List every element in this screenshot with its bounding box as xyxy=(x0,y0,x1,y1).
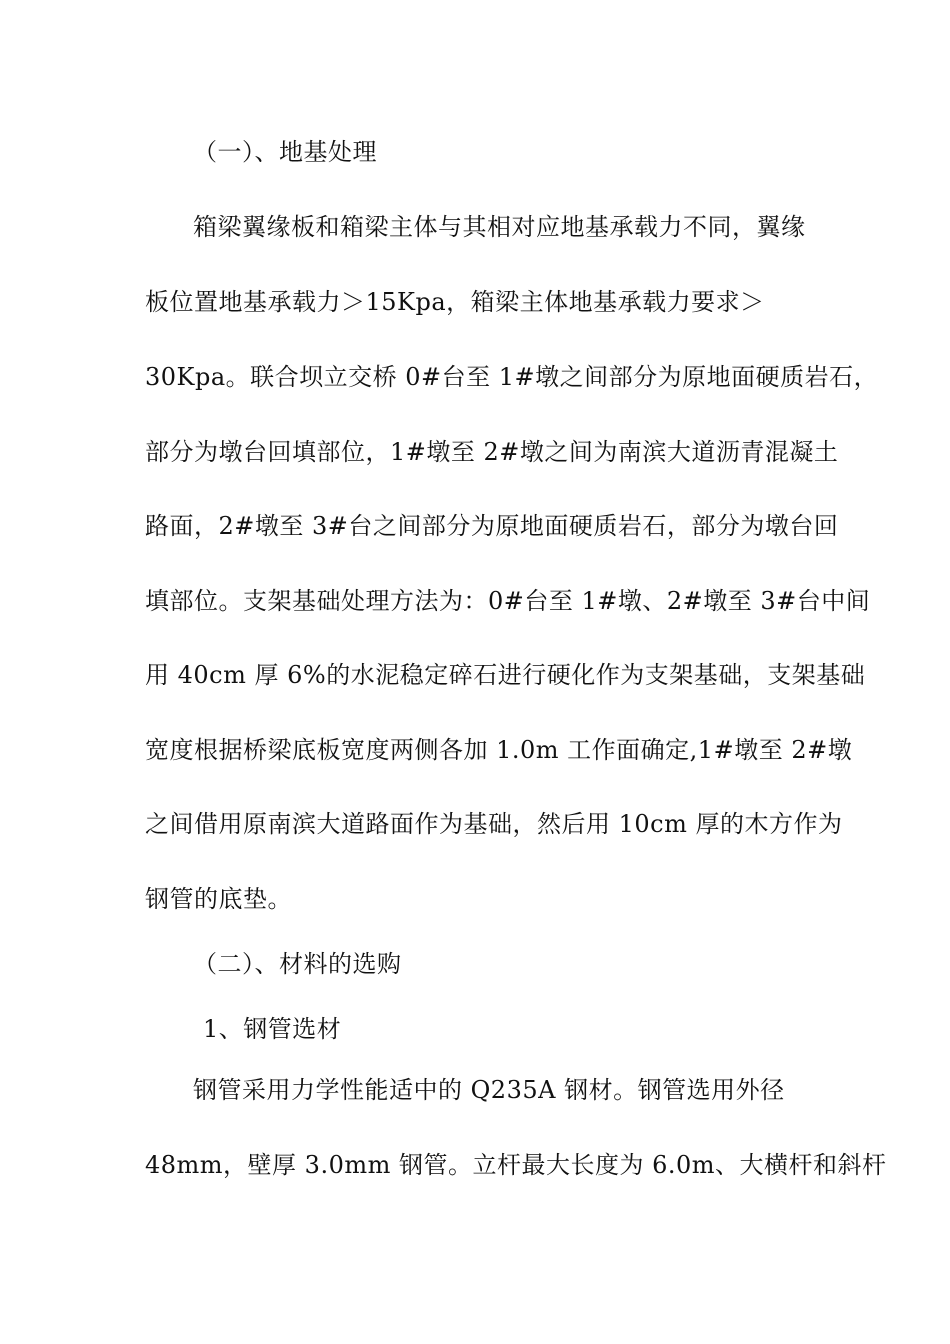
paragraph-line: 钢管的底垫。 xyxy=(145,885,292,913)
paragraph-line: 30Kpa。联合坝立交桥 0#台至 1#墩之间部分为原地面硬质岩石， xyxy=(145,363,879,391)
section-heading-foundation: （一）、地基处理 xyxy=(193,138,377,166)
paragraph-line: 路面，2#墩至 3#台之间部分为原地面硬质岩石，部分为墩台回 xyxy=(145,512,839,540)
paragraph-line: 之间借用原南滨大道路面作为基础，然后用 10cm 厚的木方作为 xyxy=(145,810,843,838)
paragraph-line: 宽度根据桥梁底板宽度两侧各加 1.0m 工作面确定,1#墩至 2#墩 xyxy=(145,736,853,764)
paragraph-line: 用 40cm 厚 6%的水泥稳定碎石进行硬化作为支架基础，支架基础 xyxy=(145,661,866,689)
paragraph-line: 填部位。支架基础处理方法为：0#台至 1#墩、2#墩至 3#台中间 xyxy=(145,587,871,615)
paragraph-line: 箱梁翼缘板和箱梁主体与其相对应地基承载力不同，翼缘 xyxy=(193,213,806,241)
paragraph-line: 板位置地基承载力＞15Kpa，箱梁主体地基承载力要求＞ xyxy=(145,288,765,316)
paragraph-line: 48mm，壁厚 3.0mm 钢管。立杆最大长度为 6.0m、大横杆和斜杆 xyxy=(145,1151,887,1179)
paragraph-line: 钢管采用力学性能适中的 Q235A 钢材。钢管选用外径 xyxy=(193,1076,785,1104)
paragraph-line: 部分为墩台回填部位，1#墩至 2#墩之间为南滨大道沥青混凝土 xyxy=(145,438,839,466)
subsection-heading-steel-pipe: 1、钢管选材 xyxy=(203,1015,342,1043)
section-heading-materials: （二）、材料的选购 xyxy=(193,950,402,978)
